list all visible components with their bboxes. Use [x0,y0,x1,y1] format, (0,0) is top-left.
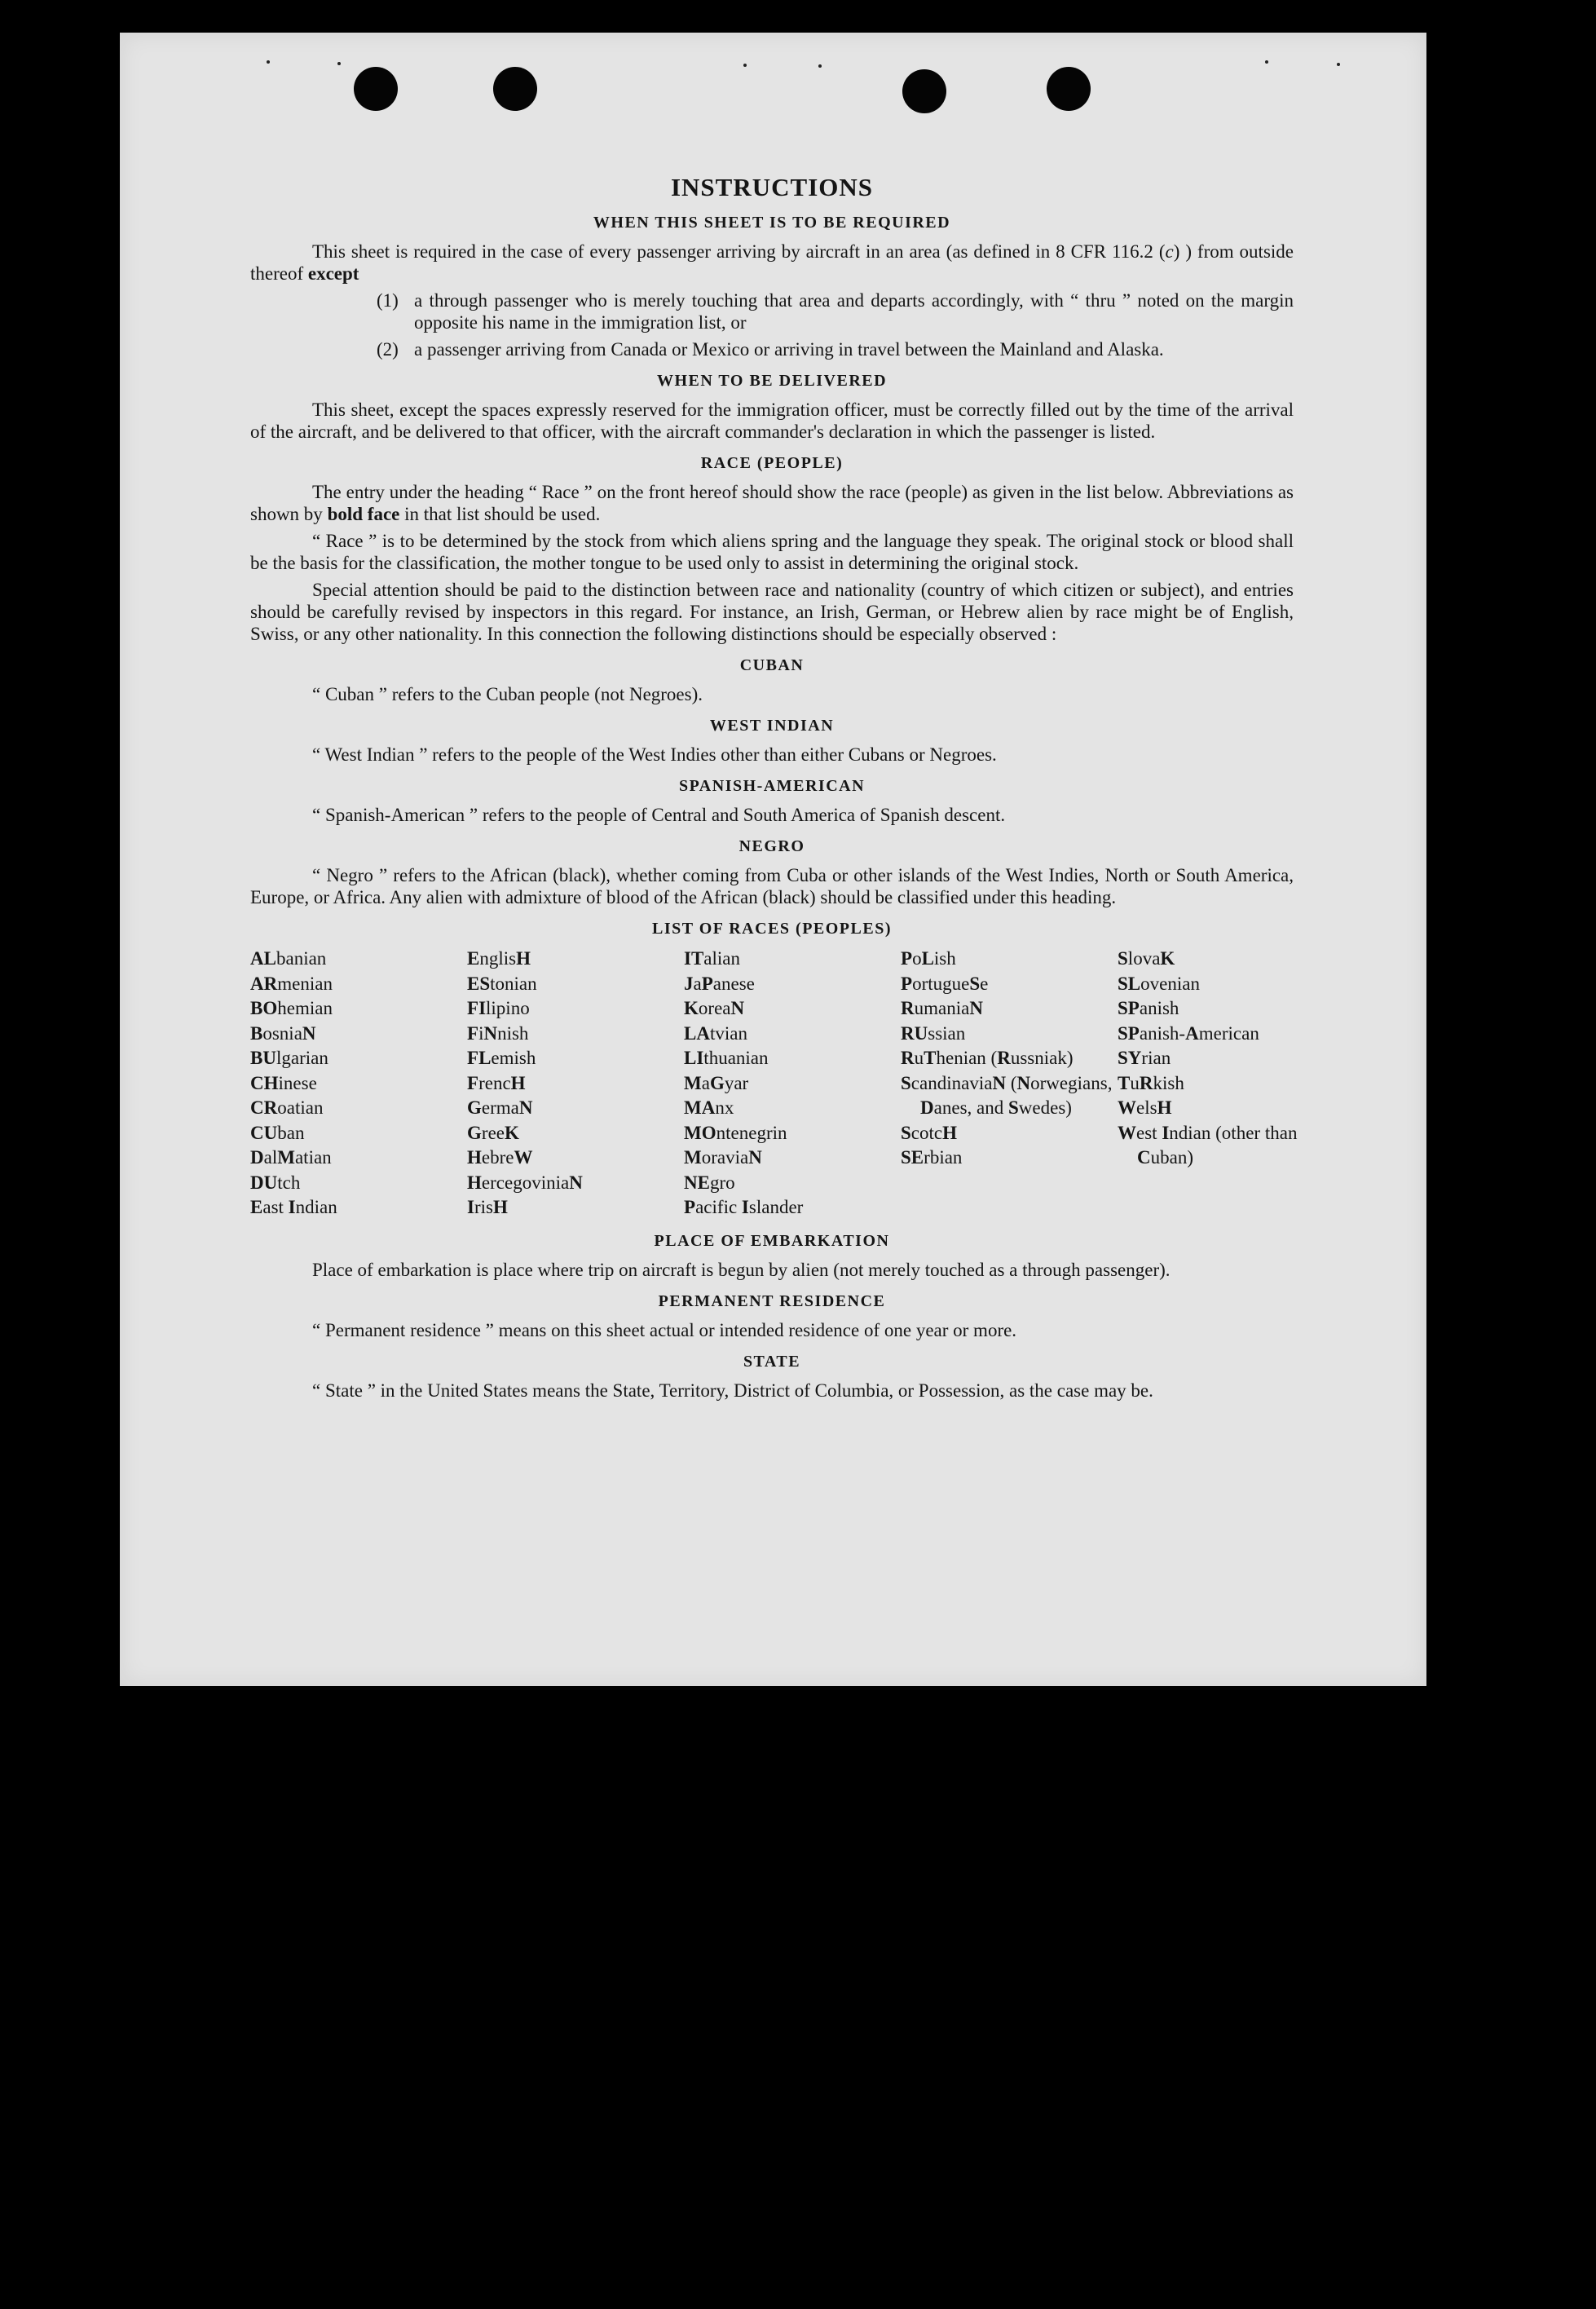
race-entry: BOhemian [250,998,333,1018]
race-entry: LIthuanian [684,1048,769,1068]
race-entry: LAtvian [684,1022,747,1044]
race-entry: SlovaK [1118,948,1175,969]
section-heading-spanish-american: SPANISH-AMERICAN [678,777,866,795]
race-entry: ScotcH [901,1122,958,1143]
race-entry: HebreW [467,1147,533,1168]
instructions-content [250,139,1298,1406]
embarkation-text: Place of embarkation is place where trip on aircraft is begun by alien (not merely touched as a through passenger). [312,1259,1171,1280]
section-heading-delivered: WHEN TO BE DELIVERED [656,372,888,390]
bold-face-term: bold face [327,504,400,524]
race-entry: EStonian [467,973,537,994]
section-heading-negro: NEGRO [738,837,805,855]
race-entry: SYrian [1118,1048,1171,1068]
race-entry: FLemish [467,1048,536,1068]
races-column [467,947,684,1221]
cuban-text: “ Cuban ” refers to the Cuban people (not Negroes). [312,684,703,704]
section-heading-state: STATE [743,1352,801,1371]
race-entry: EnglisH [467,948,531,969]
race-paragraph-3: Special attention should be paid to the distinction between race and nationality (country of which citizen or subject), and entries should be carefully revised by inspectors in this regard. For instance, an Irish, German, or Hebrew alien by race might be of English, Swiss, or any other nationality. In this connection the following distinctions should be especially observed : [250,580,1294,644]
race-entry: MOntenegrin [684,1122,787,1143]
race-entry: CRoatian [250,1097,324,1118]
race-entry: ALbanian [250,948,327,969]
race-entry: RuThenian (Russniak) [901,1048,1074,1068]
race-entry: MAnx [684,1097,734,1118]
race-entry: East Indian [250,1197,337,1217]
exception-number: (1) [377,290,399,311]
document-page [120,33,1426,1686]
negro-text: “ Negro ” refers to the African (black), whether coming from Cuba or other islands of the West Indies, North or South America, Europe, or Africa. Any alien with admixture of blood of the African (black) should be classified under this heading. [250,865,1294,907]
race-entry: SPanish [1118,998,1179,1018]
paper-speck [818,64,822,68]
race-text: The entry under the heading “ Race ” on the front hereof should show the race (people) as given in the list below. Abbreviations as shown by [250,482,1294,524]
race-entry: PortugueSe [901,973,989,994]
race-entry: SLovenian [1118,973,1200,994]
race-entry: DUtch [250,1172,301,1193]
races-column [1118,947,1334,1221]
race-entry: ITalian [684,948,741,969]
exception-text: a through passenger who is merely touching that area and departs accordingly, with “ thru ” noted on the margin opposite his name in the immigration list, or [414,290,1294,333]
race-entry: BosniaN [250,1022,316,1044]
race-entry: CUban [250,1122,305,1143]
race-entry: NEgro [684,1172,735,1193]
intro-text: This sheet is required in the case of every passenger arriving by aircraft in an area (as defined in 8 CFR 116.2 ( [312,241,1166,262]
state-text: “ State ” in the United States means the State, Territory, District of Columbia, or Possession, as the case may be. [312,1380,1153,1401]
spanish-american-text: “ Spanish-American ” refers to the people of Central and South America of Spanish descent. [312,805,1006,825]
intro-text: ) ) from outside thereof [250,241,1294,284]
race-entry: DalMatian [250,1147,332,1168]
race-entry: PoLish [901,948,956,969]
race-entry: JaPanese [684,973,755,994]
race-text: in that list should be used. [399,504,601,524]
section-heading-required: WHEN THIS SHEET IS TO BE REQUIRED [593,214,951,232]
punch-hole [493,67,537,111]
race-entry: CHinese [250,1072,317,1093]
race-paragraph-1 [250,481,1294,525]
race-entry: RUssian [901,1022,966,1044]
section-heading-race: RACE (PEOPLE) [700,454,844,472]
race-entry: GermaN [467,1097,533,1118]
intro-subsection: c [1165,241,1174,262]
exception-2 [377,338,1294,360]
races-column [684,947,901,1221]
race-entry: HercegoviniaN [467,1172,583,1193]
race-entry: Pacific Islander [684,1197,804,1217]
exception-number: (2) [377,339,399,360]
races-column [250,947,467,1221]
section-heading-residence: PERMANENT RESIDENCE [658,1291,886,1310]
race-entry: WelsH [1118,1097,1172,1118]
race-entry: FrencH [467,1072,526,1093]
race-entry: TuRkish [1118,1072,1184,1093]
exception-text: a passenger arriving from Canada or Mexico or arriving in travel between the Mainland and Alaska. [414,339,1164,360]
race-entry: KoreaN [684,998,745,1018]
required-intro [250,241,1294,285]
race-entry: SErbian [901,1147,963,1168]
section-heading-west-indian: WEST INDIAN [709,717,835,735]
paper-speck [1337,63,1340,66]
paper-speck [267,60,270,64]
punch-hole [354,67,398,111]
exception-1 [377,289,1294,333]
race-paragraph-2: “ Race ” is to be determined by the stock from which aliens spring and the language they speak. The original stock or blood shall be the basis for the classification, the mother tongue to be used only to assist in determining the original stock. [250,531,1294,573]
race-entry: ScandinaviaN (Norwegians, Danes, and Swedes) [901,1072,1113,1118]
paper-speck [743,64,747,67]
paper-speck [1265,60,1268,64]
section-heading-cuban: CUBAN [739,656,805,674]
race-entry: SPanish-American [1118,1022,1259,1044]
punch-hole [902,69,946,113]
section-heading-races-list: LIST OF RACES (PEOPLES) [651,920,892,938]
delivered-text: This sheet, except the spaces expressly reserved for the immigration officer, must be correctly filled out by the time of the arrival of the aircraft, and be delivered to that officer, with the aircraft commander's declaration in which the passenger is listed. [250,400,1294,442]
residence-text: “ Permanent residence ” means on this sheet actual or intended residence of one year or more. [312,1319,1017,1340]
race-entry: ARmenian [250,973,333,994]
race-entry: RumaniaN [901,998,983,1018]
race-entry: West Indian (other than Cuban) [1118,1122,1298,1168]
race-entry: MoraviaN [684,1147,762,1168]
west-indian-text: “ West Indian ” refers to the people of the West Indies other than either Cubans or Negroes. [312,744,997,765]
punch-hole [1047,67,1091,111]
race-entry: MaGyar [684,1072,749,1093]
races-column [901,947,1118,1221]
race-entry: GreeK [467,1122,519,1143]
races-list [250,947,1298,1221]
race-entry: FiNnish [467,1022,529,1044]
race-entry: IrisH [467,1197,508,1217]
intro-except: except [307,263,359,284]
race-entry: BUlgarian [250,1048,328,1068]
paper-speck [337,62,341,65]
race-entry: FIlipino [467,998,530,1018]
page-title: INSTRUCTIONS [670,173,873,201]
section-heading-embarkation: PLACE OF EMBARKATION [654,1231,890,1250]
